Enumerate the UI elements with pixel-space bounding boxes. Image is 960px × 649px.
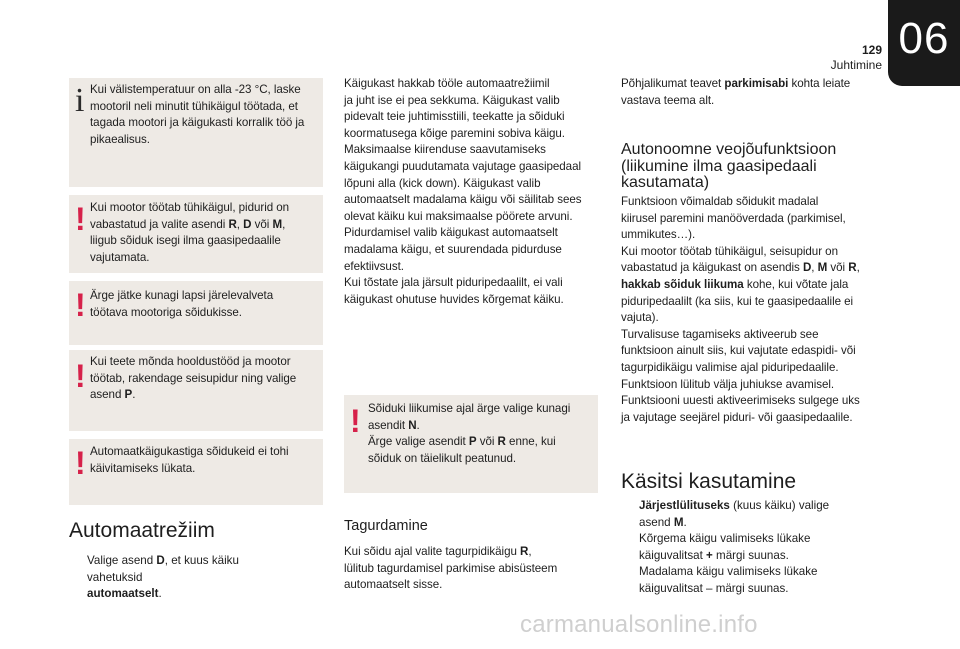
- text: märgi suunas.: [712, 548, 789, 562]
- text: ,: [282, 217, 286, 231]
- paragraph-line: tagurpidikäigu valimise ajal piduripedaalile.: [621, 360, 839, 374]
- bullet-line: [639, 548, 879, 565]
- paragraph-line: käigukast ohutuse huvides kõrgemat käiku.: [344, 292, 564, 306]
- text: või: [251, 217, 273, 231]
- paragraph-line: piduripedaalilt (ka siis, kui te gaasipedaalile ei: [621, 294, 854, 308]
- warning-text: [368, 401, 596, 467]
- creep-paragraph: [621, 194, 891, 426]
- warning-box-2: [69, 281, 323, 345]
- page-number: 129: [861, 43, 882, 57]
- info-text: [90, 82, 322, 148]
- warning-line: sõiduk on täielikult peatunud.: [368, 451, 517, 465]
- info-box: [69, 78, 323, 187]
- gear-label: N: [408, 418, 417, 432]
- warning-text: [90, 200, 322, 266]
- warning-text: [90, 444, 322, 477]
- text: enne, kui: [505, 435, 556, 449]
- paragraph-line: lõpuni alla (kick down). Käigukast valib: [344, 176, 541, 190]
- bullet-text: [87, 553, 297, 603]
- section-heading-automatic: Automaatrežiim: [69, 519, 215, 542]
- heading-line: kasutamata): [621, 174, 710, 191]
- gear-label: P: [468, 435, 477, 449]
- gear-label: M: [673, 515, 684, 529]
- watermark: carmanualsonline.info: [520, 611, 758, 638]
- chapter-title: Juhtimine: [830, 58, 882, 72]
- bullet-line: [87, 553, 297, 586]
- bullet-line: [639, 498, 879, 515]
- chapter-tab: [888, 0, 960, 86]
- bullet-line: [87, 586, 297, 603]
- paragraph-line: funktsioon ainult siis, kui vajutate edaspidi- või: [621, 344, 856, 358]
- paragraph-line: automaatselt madalama käigu või säilitab sees: [344, 193, 582, 207]
- paragraph-line: koormatusega kõige paremini sobiva käigu.: [344, 126, 565, 140]
- paragraph-line: madalama käigu, et suurendada pidurduse: [344, 242, 562, 256]
- warning-icon: !: [75, 445, 86, 481]
- text: kohe, kui võtate jala: [743, 277, 849, 291]
- text: vabastatud ja käigukast on asendis: [621, 261, 803, 275]
- info-line: tagada mootori ja käigukasti korralik töö ja: [90, 116, 305, 130]
- warning-icon: !: [75, 287, 86, 323]
- warning-line: töötava mootoriga sõidukisse.: [90, 305, 242, 319]
- paragraph-line: pidevalt teie juhtimisstiili, teekatte ja sõiduki: [344, 110, 565, 124]
- warning-text: [90, 354, 322, 404]
- section-heading-manual: Käsitsi kasutamine: [621, 470, 797, 493]
- warning-line: käivitamiseks lükata.: [90, 461, 196, 475]
- bullet-text: [639, 498, 879, 531]
- paragraph-line: Turvalisuse tagamiseks aktiveerub see: [621, 327, 819, 341]
- info-line: Kui välistemperatuur on alla -23 °C, laske: [90, 83, 301, 96]
- paragraph-line: [621, 277, 891, 294]
- text: .: [158, 587, 162, 601]
- reverse-paragraph: [344, 544, 606, 594]
- text: Kui sõidu ajal valite tagurpidikäigu: [344, 545, 521, 558]
- warning-box-neutral: [344, 395, 598, 493]
- warning-line: Automaatkäigukastiga sõidukeid ei tohi: [90, 445, 289, 458]
- plus-sign: +: [706, 548, 713, 562]
- warning-box-4: [69, 439, 323, 505]
- info-line: mootoril neli minutit tühikäigul töötada, et: [90, 99, 298, 113]
- section-heading-creep: [621, 142, 883, 192]
- bullet-line: käiguvalitsat – märgi suunas.: [639, 581, 789, 595]
- bullet-line: Madalama käigu valimiseks lükake: [639, 565, 818, 578]
- text: .: [132, 388, 136, 402]
- warning-line: Ärge jätke kunagi lapsi järelevalveta: [90, 289, 274, 302]
- text: käiguvalitsat: [639, 548, 707, 562]
- text: ,: [811, 261, 818, 275]
- warning-line: [90, 217, 322, 234]
- warning-line: [90, 387, 322, 404]
- warning-line: Sõiduki liikumise ajal ärge valige kunagi: [368, 402, 571, 415]
- text: (kuus käiku) valige: [729, 499, 830, 512]
- bold-text: hakkab sõiduk liikuma: [621, 277, 744, 291]
- bullet-text: [639, 531, 879, 564]
- paragraph-line: lülitub tagurdamisel parkimise abisüsteem: [344, 561, 558, 575]
- heading-line: (liikumine ilma gaasipedaali: [621, 157, 817, 175]
- warning-line: [368, 418, 596, 435]
- text: Ärge valige asendit: [368, 435, 469, 449]
- bullet-line: Kõrgema käigu valimiseks lükake: [639, 532, 811, 545]
- paragraph-line: Kui mootor töötab tühikäigul, seisupidur on: [621, 244, 838, 258]
- warning-line: liigub sõiduk isegi ilma gaasipedaalile: [90, 234, 281, 248]
- parking-intro: [621, 76, 883, 109]
- text: vabastatud ja valite asendi: [90, 217, 229, 231]
- text: asend: [90, 388, 125, 402]
- text: .: [416, 418, 420, 432]
- gear-label: M: [272, 217, 283, 231]
- text: .: [683, 515, 687, 529]
- text: või: [476, 435, 498, 449]
- paragraph-line: efektiivsust.: [344, 259, 404, 273]
- paragraph-line: automaatselt sisse.: [344, 578, 443, 592]
- paragraph-line: Pidurdamisel valib käigukast automaatselt: [344, 226, 558, 240]
- paragraph-line: vajuta).: [621, 311, 659, 325]
- paragraph-line: [344, 544, 606, 561]
- gear-label: R: [228, 217, 237, 231]
- paragraph-line: Maksimaalse kiirenduse saavutamiseks: [344, 143, 546, 157]
- warning-line: [368, 434, 596, 451]
- gear-label: R: [848, 261, 857, 275]
- bullet-line: [639, 515, 879, 532]
- section-heading-reverse: Tagurdamine: [344, 518, 428, 534]
- warning-box-3: [69, 350, 323, 431]
- heading-line: Autonoomne veojõufunktsioon: [621, 141, 837, 158]
- warning-line: vajutamata.: [90, 250, 150, 264]
- paragraph-line: Funktsiooni uuesti aktiveerimiseks sulgege uks: [621, 394, 860, 408]
- paragraph-line: ja vajutage seejärel piduri- või gaasipedaalile.: [621, 410, 853, 424]
- text: ,: [236, 217, 244, 231]
- paragraph-line: Kui tõstate jala järsult piduripedaalilt, ei vali: [344, 276, 563, 290]
- text: asend: [639, 515, 674, 529]
- info-line: pikaealisus.: [90, 132, 150, 146]
- paragraph-line: käigukangi puudutamata vajutage gaasipedaal: [344, 159, 581, 173]
- paragraph-line: Käigukast hakkab tööle automaatrežiimil: [344, 77, 550, 90]
- automatic-paragraph: [344, 76, 606, 308]
- warning-line: töötab, rakendage seisupidur ning valige: [90, 371, 297, 385]
- text: või: [827, 261, 849, 275]
- info-icon: i: [75, 82, 85, 119]
- gear-label: P: [124, 388, 133, 402]
- text: ,: [528, 545, 532, 558]
- text: asendit: [368, 418, 409, 432]
- warning-icon: !: [75, 358, 86, 394]
- text: Põhjalikumat teavet: [621, 77, 725, 90]
- paragraph-line: [621, 260, 891, 277]
- warning-box-1: [69, 195, 323, 273]
- paragraph-line: ummikutes…).: [621, 228, 696, 242]
- warning-line: Kui teete mõnda hooldustööd ja mootor: [90, 355, 291, 368]
- gear-label: M: [817, 261, 828, 275]
- warning-icon: !: [75, 201, 86, 237]
- text: , et kuus käiku vahetuksid: [87, 554, 239, 584]
- paragraph-line: vastava teema alt.: [621, 93, 715, 107]
- paragraph-line: olevat käiku kui maksimaalse pöörete arvuni.: [344, 209, 573, 223]
- paragraph-line: kiirusel paremini manööverdada (parkimisel,: [621, 211, 846, 225]
- warning-text: [90, 288, 322, 321]
- text: ,: [856, 261, 860, 275]
- chapter-number: 06: [898, 14, 950, 63]
- paragraph-line: [621, 76, 883, 93]
- paragraph-line: ja juht ise ei pea sekkuma. Käigukast valib: [344, 93, 560, 107]
- warning-line: Kui mootor töötab tühikäigul, pidurid on: [90, 201, 290, 214]
- warning-icon: !: [350, 403, 361, 439]
- gear-label: R: [497, 435, 506, 449]
- gear-label: D: [243, 217, 252, 231]
- text: kohta leiate: [788, 77, 851, 90]
- gear-label: R: [520, 545, 529, 558]
- paragraph-line: Funktsioon võimaldab sõidukit madalal: [621, 195, 819, 208]
- bold-text: automaatselt: [87, 587, 159, 601]
- bullet-text: [639, 564, 879, 597]
- bold-text: Järjestlülituseks: [639, 499, 730, 512]
- text: Valige asend: [87, 554, 157, 567]
- bold-text: parkimisabi: [724, 77, 789, 90]
- gear-label: D: [802, 261, 812, 275]
- paragraph-line: Funktsioon lülitub välja juhiukse avamisel.: [621, 377, 835, 391]
- gear-label: D: [156, 554, 165, 567]
